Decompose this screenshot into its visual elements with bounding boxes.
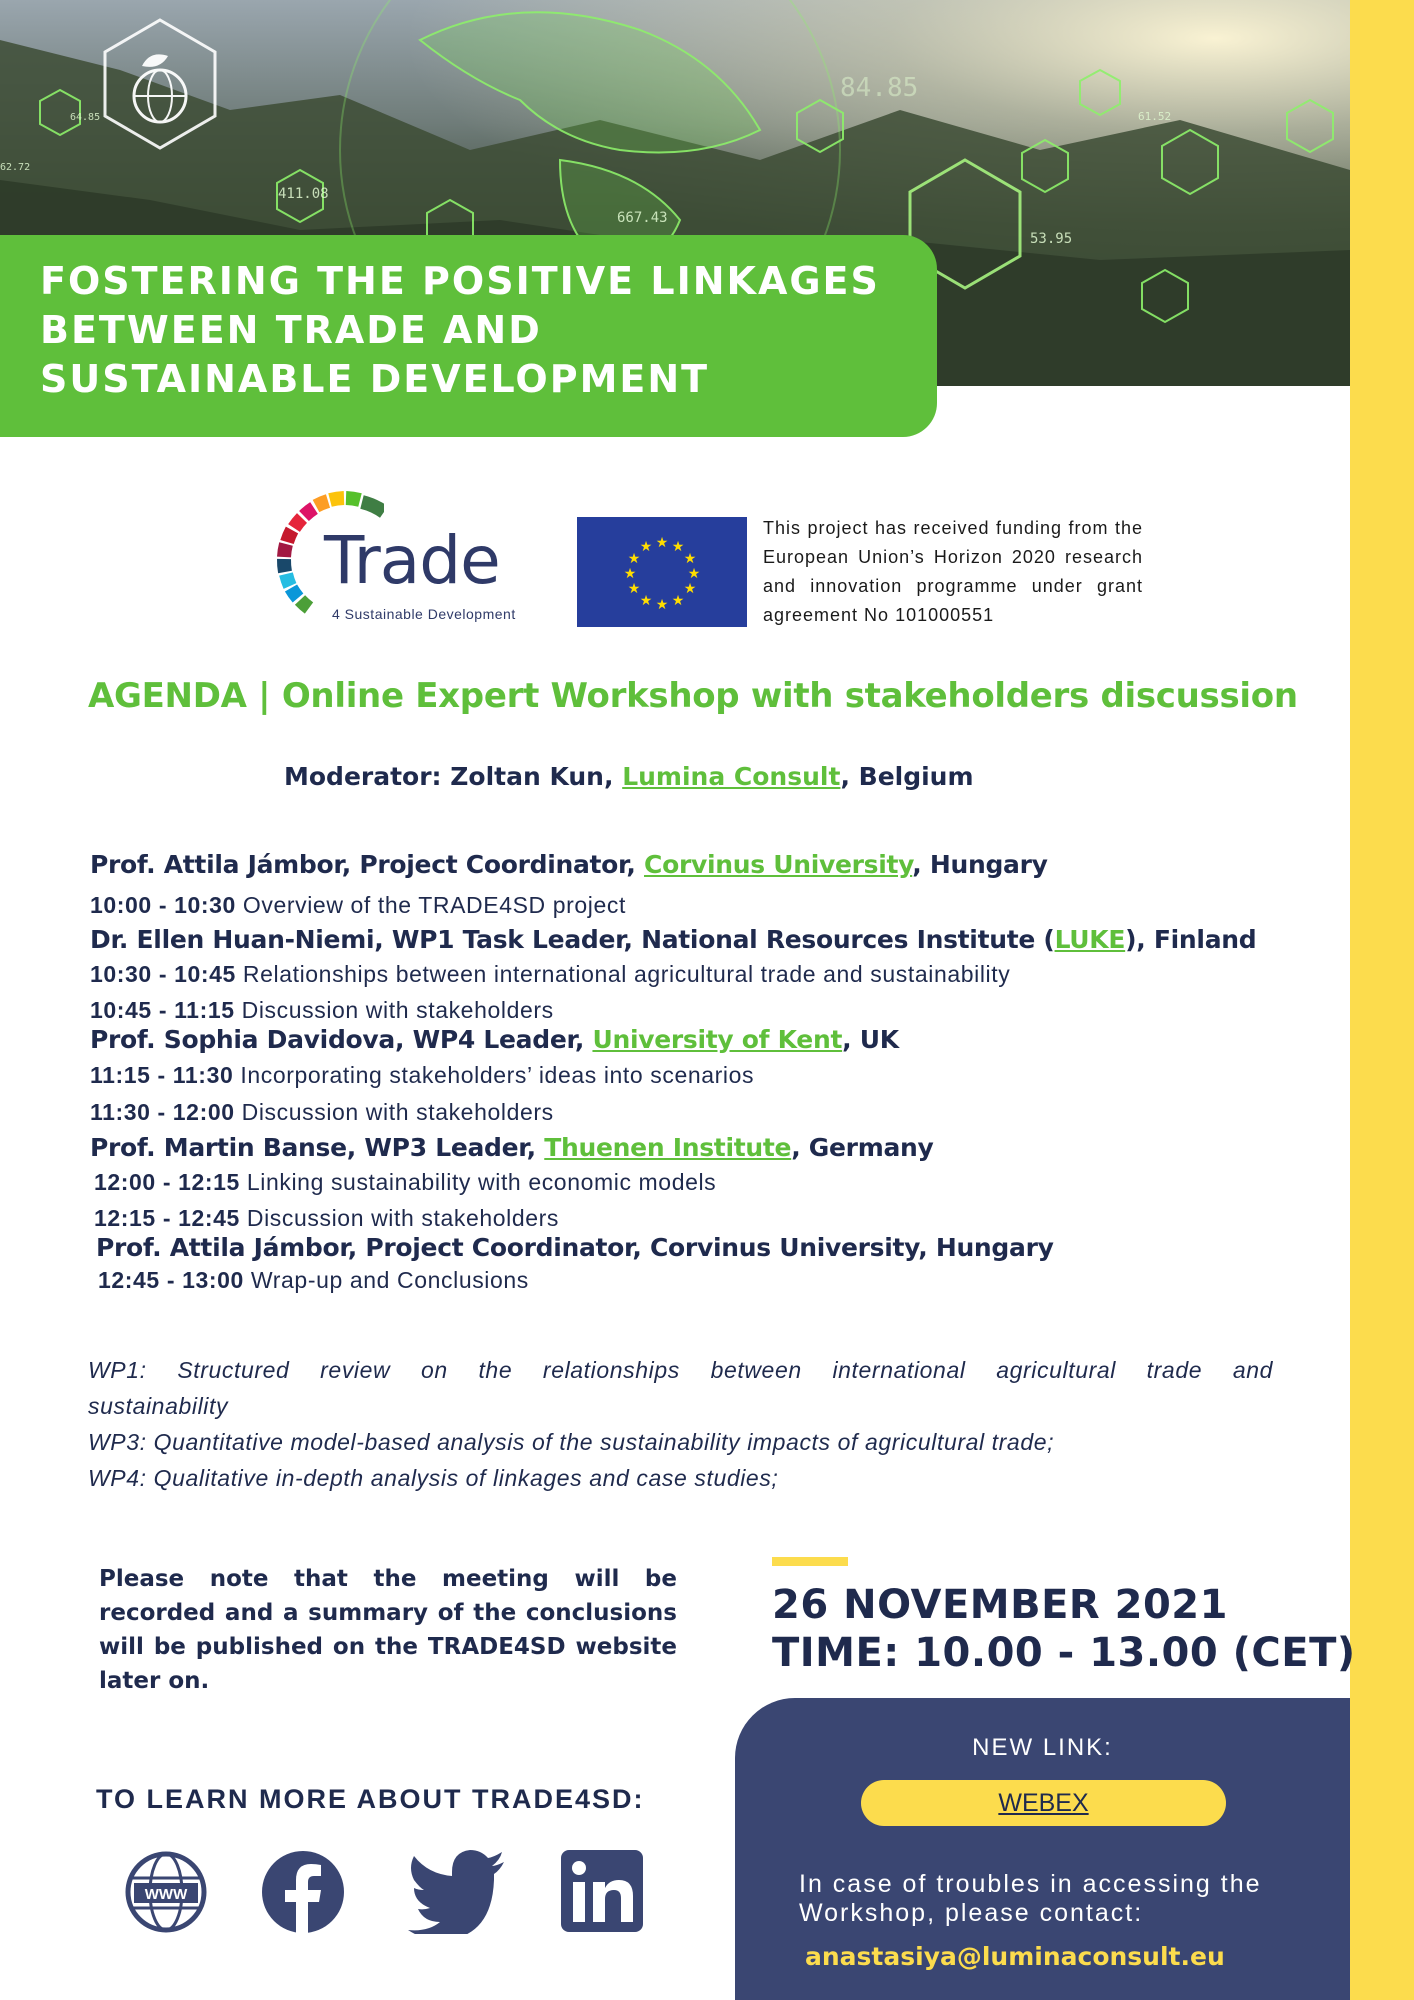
- page-title-line: SUSTAINABLE DEVELOPMENT: [40, 357, 710, 401]
- wp-note-line: WP3: Quantitative model-based analysis of the sustainability impacts of agricultural trade;: [88, 1429, 1055, 1455]
- linkedin-icon[interactable]: [561, 1850, 645, 1934]
- eu-flag-icon: [577, 517, 747, 627]
- svg-text:★: ★: [639, 592, 653, 608]
- speaker-country: , UK: [842, 1025, 899, 1054]
- speaker-line: [90, 925, 1256, 954]
- svg-text:★: ★: [639, 538, 653, 554]
- thuenen-institute-link[interactable]: Thuenen Institute: [544, 1133, 792, 1162]
- svg-text:★: ★: [655, 596, 669, 612]
- event-date: 26 NOVEMBER 2021: [772, 1582, 1228, 1628]
- slot-time: 11:30 - 12:00: [90, 1099, 235, 1125]
- trade-logo-subtitle: 4 Sustainable Development: [332, 606, 516, 622]
- speaker-country: ), Finland: [1125, 925, 1257, 954]
- slot-time: 12:00 - 12:15: [94, 1169, 240, 1195]
- moderator-line: [284, 762, 974, 791]
- slot-description: Discussion with stakeholders: [234, 1099, 554, 1125]
- slot-description: Relationships between international agricultural trade and sustainability: [235, 961, 1011, 987]
- webex-button[interactable]: WEBEX: [861, 1780, 1226, 1826]
- hero-number: 61.52: [1138, 110, 1172, 123]
- hero-number: 667.43: [617, 210, 668, 226]
- trade-logo-word: Trade: [324, 522, 500, 599]
- globe-icon[interactable]: [124, 1850, 208, 1934]
- hero-number: 62.72: [0, 162, 31, 173]
- agenda-slot: [94, 1169, 716, 1196]
- hero-number: 411.08: [278, 186, 329, 202]
- slot-description: Linking sustainability with economic models: [239, 1169, 717, 1195]
- moderator-country: , Belgium: [840, 762, 974, 791]
- svg-text:★: ★: [671, 538, 685, 554]
- svg-text:★: ★: [671, 592, 685, 608]
- slot-time: 12:45 - 13:00: [98, 1267, 244, 1293]
- facebook-icon[interactable]: [261, 1850, 345, 1934]
- slot-description: Incorporating stakeholders’ ideas into scenarios: [233, 1062, 755, 1088]
- agenda-slot: [90, 961, 1010, 988]
- trade4sd-logo: [274, 490, 554, 630]
- event-time: TIME: 10.00 - 13.00 (CET): [772, 1630, 1356, 1676]
- slot-description: Discussion with stakeholders: [239, 1205, 559, 1231]
- title-banner: [0, 235, 937, 437]
- wp-note-line: sustainability: [88, 1393, 229, 1419]
- svg-text:★: ★: [623, 565, 637, 581]
- date-accent-dash: [772, 1557, 848, 1566]
- page-title-line: BETWEEN TRADE AND: [40, 308, 542, 352]
- slot-time: 12:15 - 12:45: [94, 1205, 240, 1231]
- slot-time: 10:00 - 10:30: [90, 892, 236, 918]
- agenda-slot: [90, 892, 626, 919]
- contact-instructions: In case of troubles in accessing the Workshop, please contact:: [799, 1870, 1262, 1927]
- agenda-slot: [94, 1205, 559, 1232]
- slot-time: 10:45 - 11:15: [90, 997, 235, 1023]
- wp-note-line: WP1: Structured review on the relationships between international agricultural trade and: [88, 1357, 1273, 1383]
- hero-number: 53.95: [1030, 231, 1073, 247]
- side-accent-bar: [1350, 0, 1414, 2000]
- svg-text:★: ★: [627, 550, 641, 566]
- speaker-name: Dr. Ellen Huan-Niemi, WP1 Task Leader, National Resources Institute (: [90, 925, 1055, 954]
- agenda-slot: [90, 997, 554, 1024]
- twitter-icon[interactable]: [406, 1850, 506, 1934]
- hero-number: 84.85: [840, 73, 919, 103]
- speaker-line: Prof. Attila Jámbor, Project Coordinator, Corvinus University, Hungary: [96, 1233, 1054, 1262]
- moderator-name: Moderator: Zoltan Kun,: [284, 762, 623, 791]
- speaker-name: Prof. Sophia Davidova, WP4 Leader,: [90, 1025, 593, 1054]
- luke-link[interactable]: LUKE: [1054, 925, 1126, 954]
- agenda-slot: [90, 1062, 754, 1089]
- slot-description: Discussion with stakeholders: [234, 997, 554, 1023]
- svg-text:★: ★: [627, 580, 641, 596]
- svg-text:★: ★: [655, 534, 669, 550]
- svg-text:★: ★: [687, 565, 701, 581]
- webex-link-panel: [735, 1698, 1350, 2000]
- agenda-title: AGENDA | Online Expert Workshop with stakeholders discussion: [88, 676, 1298, 716]
- speaker-line: [90, 1025, 899, 1054]
- speaker-country: , Germany: [791, 1133, 934, 1162]
- slot-time: 11:15 - 11:30: [90, 1062, 234, 1088]
- learn-more-heading: TO LEARN MORE ABOUT TRADE4SD:: [96, 1784, 645, 1814]
- agenda-slot: [98, 1267, 529, 1294]
- university-of-kent-link[interactable]: University of Kent: [592, 1025, 843, 1054]
- svg-text:★: ★: [683, 550, 697, 566]
- work-package-notes: [88, 1352, 1273, 1496]
- slot-description: Overview of the TRADE4SD project: [235, 892, 626, 918]
- new-link-label: NEW LINK:: [972, 1734, 1113, 1761]
- speaker-line: [90, 1133, 934, 1162]
- speaker-line: [90, 850, 1048, 879]
- speaker-country: , Hungary: [912, 850, 1048, 879]
- agenda-slot: [90, 1099, 554, 1126]
- slot-description: Wrap-up and Conclusions: [243, 1267, 529, 1293]
- svg-text:WWW: WWW: [144, 1886, 188, 1903]
- lumina-consult-link[interactable]: Lumina Consult: [622, 762, 841, 791]
- page-title-line: FOSTERING THE POSITIVE LINKAGES: [40, 259, 880, 303]
- wp-note-line: WP4: Qualitative in-depth analysis of linkages and case studies;: [88, 1465, 779, 1491]
- svg-text:★: ★: [683, 580, 697, 596]
- hero-number: 64.85: [70, 112, 101, 123]
- corvinus-university-link[interactable]: Corvinus University: [644, 850, 913, 879]
- speaker-name: Prof. Martin Banse, WP3 Leader,: [90, 1133, 545, 1162]
- recording-notice: Please note that the meeting will be recorded and a summary of the conclusions will be published on the TRADE4SD website later on.: [99, 1566, 677, 1694]
- speaker-name: Prof. Attila Jámbor, Project Coordinator,: [90, 850, 645, 879]
- slot-time: 10:30 - 10:45: [90, 961, 236, 987]
- contact-email-link[interactable]: anastasiya@luminaconsult.eu: [805, 1942, 1225, 1971]
- eu-funding-statement: This project has received funding from the European Union’s Horizon 2020 research and innovation programme under grant agreement No 101000551: [763, 518, 1143, 625]
